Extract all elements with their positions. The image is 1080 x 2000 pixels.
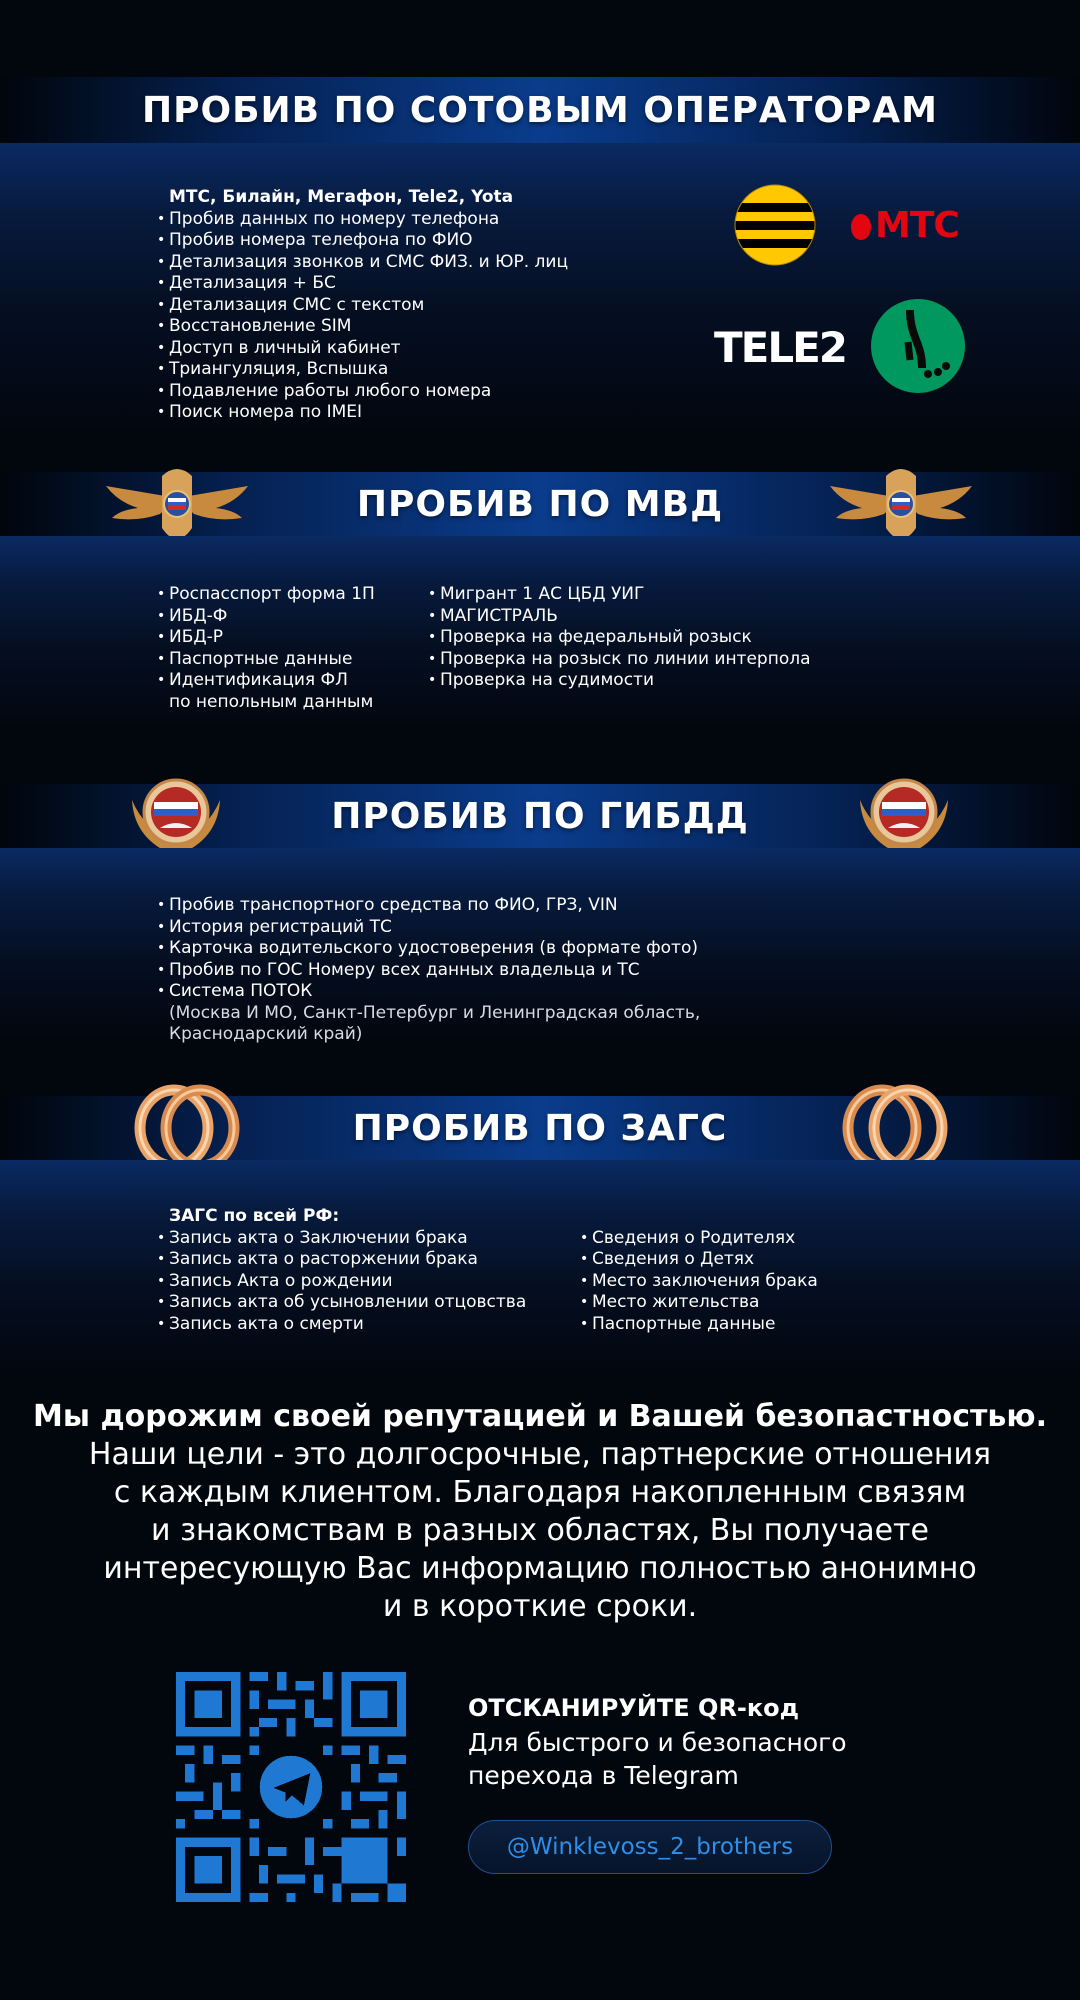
list-item: • История регистраций ТС [157, 917, 700, 939]
list-item: • Сведения о Детях [580, 1249, 818, 1271]
about-line: Мы дорожим своей репутацией и Вашей безопастностью. [33, 1399, 1047, 1434]
zags-title: ПРОБИВ ПО ЗАГС [352, 1107, 728, 1149]
list-item: • Пробив по ГОС Номеру всех данных владельца и ТС [157, 960, 700, 982]
mvd-panel [0, 536, 1080, 736]
list-item-continuation: по непольным данным [169, 691, 374, 712]
operators-banner [0, 77, 1080, 143]
zags-list-left [157, 1206, 526, 1335]
list-note: (Москва И МО, Санкт-Петербург и Ленинградская область, [169, 1002, 701, 1023]
list-item: • Детализация СМС с текстом [157, 295, 568, 317]
list-item: • МАГИСТРАЛЬ [428, 606, 811, 628]
list-item: • Пробив данных по номеру телефона [157, 209, 568, 231]
list-item: • Проверка на розыск по линии интерпола [428, 649, 811, 671]
zags-heading: ЗАГС по всей РФ: [169, 1206, 340, 1226]
qr-line: Для быстрого и безопасного [468, 1728, 847, 1757]
zags-list-right [580, 1228, 818, 1336]
list-item: • Проверка на федеральный розыск [428, 627, 811, 649]
mvd-title: ПРОБИВ ПО МВД [356, 483, 724, 525]
operators-title: ПРОБИВ ПО СОТОВЫМ ОПЕРАТОРАМ [141, 89, 938, 131]
operators-panel [0, 143, 1080, 443]
list-item: • Карточка водительского удостоверения (в формате фото) [157, 938, 700, 960]
gibdd-panel [0, 848, 1080, 1048]
list-item: • Запись акта о Заключении брака [157, 1228, 526, 1250]
list-item: • Мигрант 1 АС ЦБД УИГ [428, 584, 811, 606]
list-item: • Место заключения брака [580, 1271, 818, 1293]
list-item: • ИБД-Ф [157, 606, 375, 628]
list-item: • Восстановление SIM [157, 316, 568, 338]
list-item: • Место жительства [580, 1292, 818, 1314]
about-line: и знакомствам в разных областях, Вы получаете [151, 1513, 929, 1548]
mts-logo [850, 205, 959, 246]
gibdd-list [157, 895, 700, 1046]
list-item: • Запись акта о расторжении брака [157, 1249, 526, 1271]
list-item: • Роспасспорт форма 1П [157, 584, 375, 606]
mvd-list-right [428, 584, 811, 692]
qr-title: ОТСКАНИРУЙТЕ QR-код [468, 1694, 800, 1722]
about-line: интересующую Вас информацию полностью анонимно [103, 1551, 977, 1586]
list-item: • Пробив транспортного средства по ФИО, ГРЗ, VIN [157, 895, 700, 917]
about-line: Наши цели - это долгосрочные, партнерские отношения [88, 1437, 992, 1472]
zags-panel [0, 1160, 1080, 1380]
list-item: • Детализация звонков и СМС ФИЗ. и ЮР. лиц [157, 252, 568, 274]
list-item: • Подавление работы любого номера [157, 381, 568, 403]
about-text [0, 1398, 1080, 1626]
about-line: и в короткие сроки. [382, 1589, 698, 1624]
tele2-logo-text: TELE2 [714, 323, 847, 372]
megafon-logo-icon [870, 298, 966, 394]
list-item: • Проверка на судимости [428, 670, 811, 692]
mts-logo-text: МТС [875, 205, 959, 246]
operators-heading: МТС, Билайн, Мегафон, Tele2, Yota [169, 187, 514, 207]
list-item: • Запись Акта о рождении [157, 1271, 526, 1293]
list-item: • Пробив номера телефона по ФИО [157, 230, 568, 252]
list-item: • Сведения о Родителях [580, 1228, 818, 1250]
telegram-handle-button[interactable]: @Winklevoss_2_brothers [468, 1820, 832, 1874]
qr-line: перехода в Telegram [468, 1761, 739, 1790]
list-item: • Запись акта об усыновлении отцовства [157, 1292, 526, 1314]
list-item: • Паспортные данные [157, 649, 375, 671]
list-item: • Доступ в личный кабинет [157, 338, 568, 360]
list-item: • Паспортные данные [580, 1314, 818, 1336]
list-item: • Триангуляция, Вспышка [157, 359, 568, 381]
gibdd-title: ПРОБИВ ПО ГИБДД [331, 795, 749, 837]
list-item: • Идентификация ФЛ [157, 670, 375, 692]
tele2-logo [714, 323, 846, 372]
list-note: Краснодарский край) [169, 1024, 363, 1044]
qr-code-icon[interactable] [176, 1672, 406, 1902]
mts-egg-icon [850, 211, 872, 241]
list-item: • Система ПОТОК [157, 981, 700, 1003]
beeline-logo-icon [733, 183, 817, 267]
mvd-list-left [157, 584, 375, 713]
list-item: • Поиск номера по IMEI [157, 402, 568, 424]
about-line: с каждым клиентом. Благодаря накопленным связям [113, 1475, 967, 1510]
operators-list [157, 187, 568, 424]
list-item: • ИБД-Р [157, 627, 375, 649]
list-item: • Детализация + БС [157, 273, 568, 295]
list-item: • Запись акта о смерти [157, 1314, 526, 1336]
qr-description [468, 1726, 948, 1792]
